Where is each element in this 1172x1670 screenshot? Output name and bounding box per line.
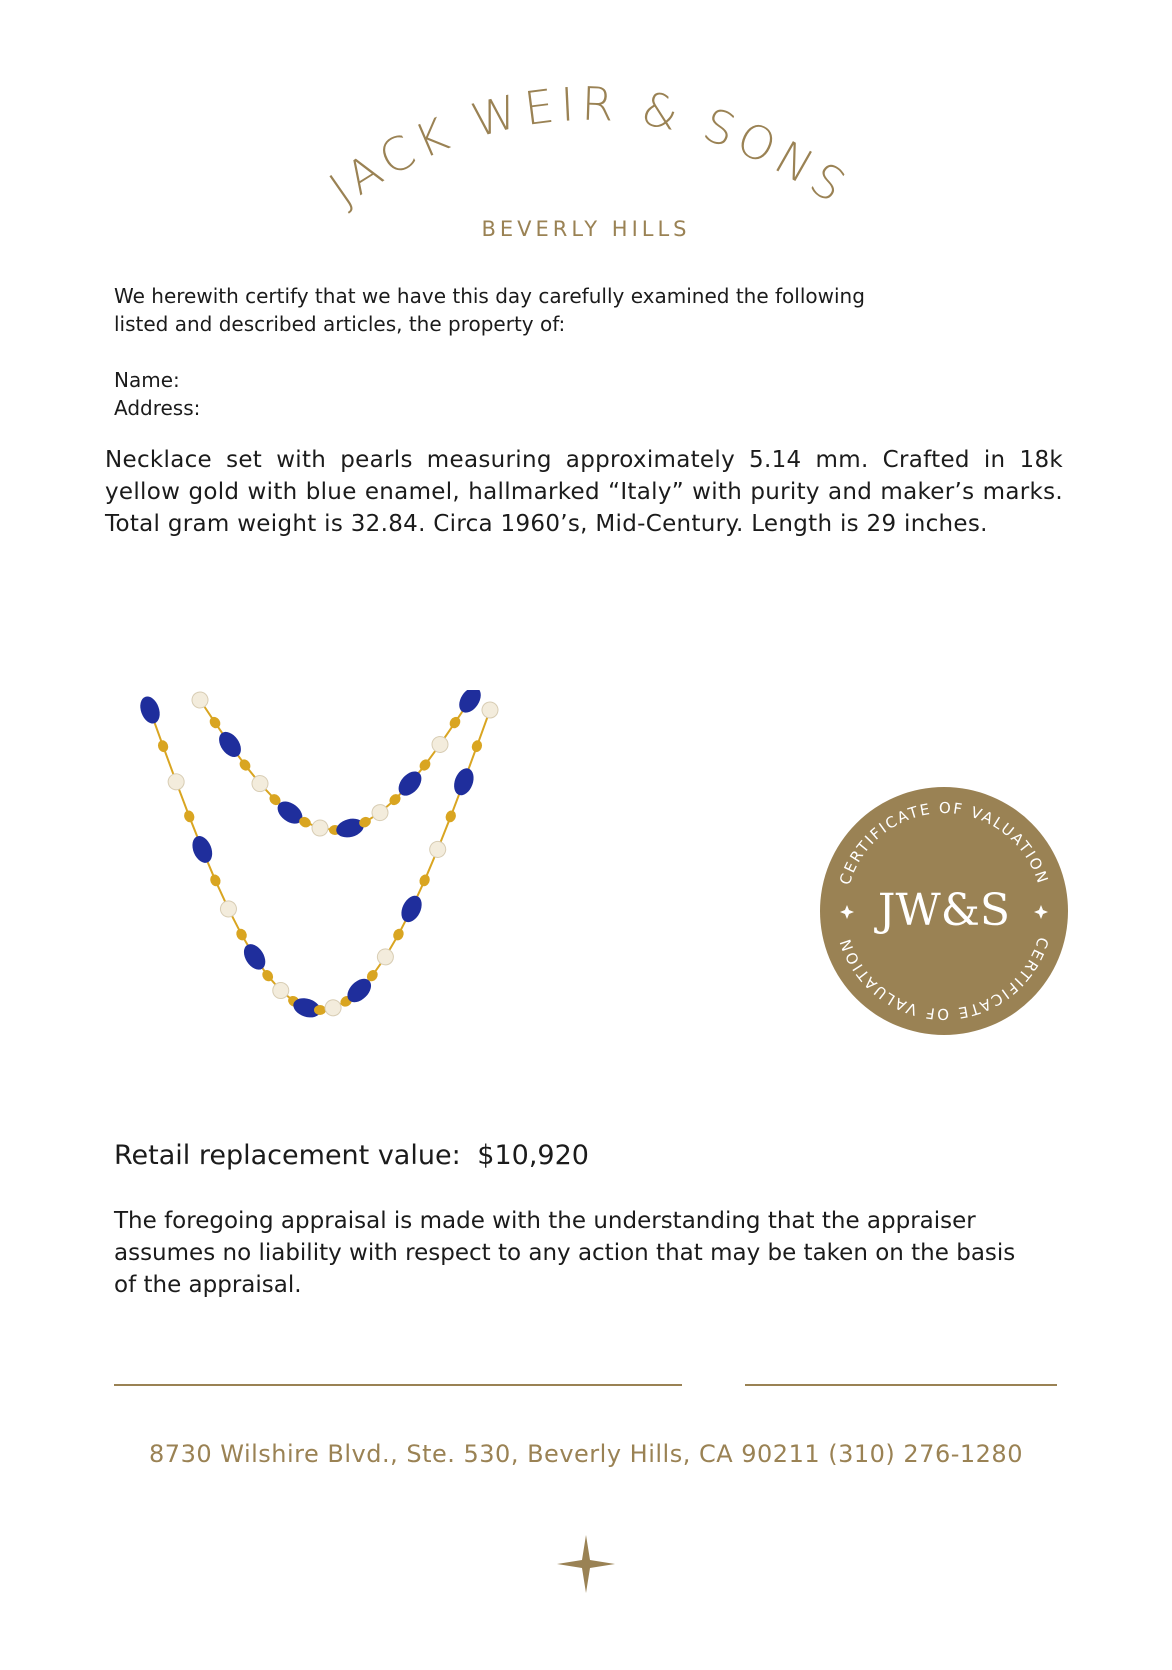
brand-city: BEVERLY HILLS [481,217,691,241]
seal-monogram: JW&S [877,885,1011,936]
date-line [745,1384,1057,1386]
footer-address: 8730 Wilshire Blvd., Ste. 530, Beverly Hills, CA 90211 (310) 276-1280 [149,1440,1023,1468]
disclaimer: The foregoing appraisal is made with the understanding that the appraiser assumes no liability with respect to any action that may be taken on the basis of the appraisal. [114,1208,1016,1298]
retail-value-label: Retail replacement value: [114,1140,461,1171]
brand-name: JACK WEIR & SONS [319,76,860,217]
brand-logo [0,60,1172,260]
star-ornament-icon [557,1535,615,1593]
item-description: Necklace set with pearls measuring approximately 5.14 mm. Crafted in 18k yellow gold with blue enamel, hallmarked “Italy” with purity and maker’s marks. Total gram weight is 32.84. Circa 1960’s, Mid-Century. Length is 29 inches. [105,447,1063,537]
necklace-photo [110,690,530,1090]
seal-ring-text-top: CERTIFICATE OF VALUATION [835,798,1053,888]
certification-intro: We herewith certify that we have this day carefully examined the following listed and described articles, the property of: [114,284,865,336]
retail-value [114,1140,589,1171]
address-label: Address: [114,396,201,420]
name-label: Name: [114,368,180,392]
seal-ring-text-bottom: CERTIFICATE OF VALUATION [835,934,1053,1024]
valuation-seal [818,785,1070,1037]
signature-line [114,1384,682,1386]
retail-value-amount: $10,920 [477,1140,589,1171]
gold-bead [314,1005,326,1015]
